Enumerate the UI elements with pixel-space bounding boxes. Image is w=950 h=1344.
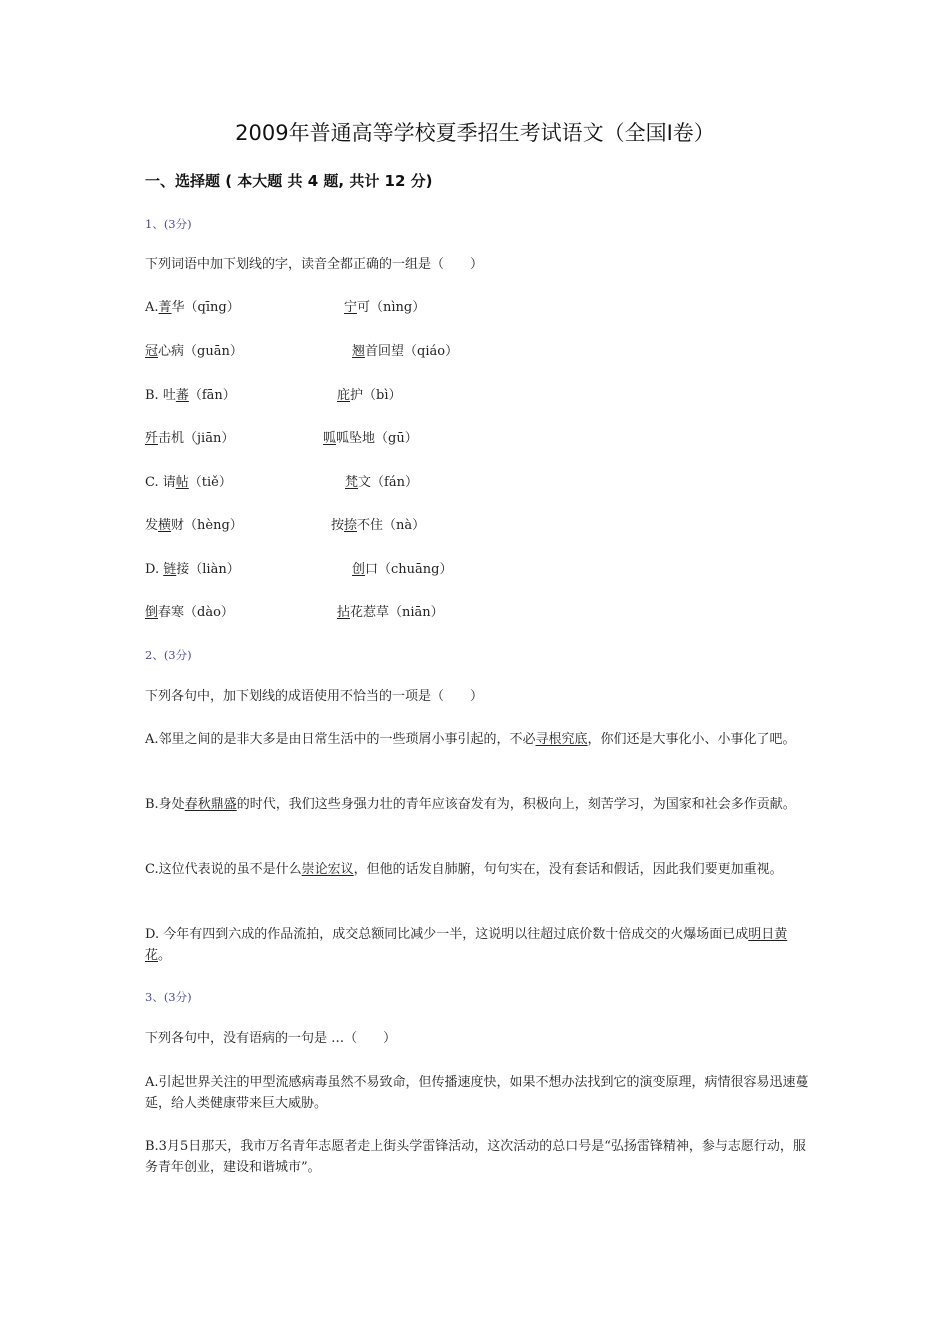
section-heading: 一、选择题 ( 本大题 共 4 题, 共计 12 分) [145, 172, 433, 190]
question-stem: 下列各句中，没有语病的一句是 …（ ） [145, 1031, 397, 1046]
q2-option-b: B.身处春秋鼎盛的时代，我们这些身强力壮的青年应该奋发有为，积极向上，刻苦学习，为国家和社会多作贡献。 [145, 797, 796, 812]
q1-row-4-a: 歼击机（jiān） [145, 431, 235, 446]
q1-row-5-a: C. 请帖（tiě） [145, 475, 232, 490]
q1-row-1-a: A.菁华（qīng） [145, 300, 240, 315]
q2-option-d: D. 今年有四到六成的作品流拍，成交总额同比减少一半，这说明以往超过底价数十倍成交的火爆场面已成明日黄花。 [145, 927, 788, 963]
q2-option-a: A.邻里之间的是非大多是由日常生活中的一些琐屑小事引起的，不必寻根究底，你们还是大事化小、小事化了吧。 [145, 732, 796, 747]
q1-row-7-b: 创口（chuāng） [352, 562, 453, 577]
q1-row-1-b: 宁可（nìng） [344, 300, 426, 315]
q1-row-8-b: 拈花惹草（niān） [337, 605, 444, 620]
question-stem: 下列各句中，加下划线的成语使用不恰当的一项是（ ） [145, 689, 484, 704]
q1-row-6-a: 发横财（hèng） [145, 518, 243, 533]
q1-row-8-a: 倒春寒（dào） [145, 605, 234, 620]
q1-row-4-b: 呱呱坠地（gū） [323, 431, 418, 446]
question-number: 1、(3分) [145, 217, 192, 231]
question-stem: 下列词语中加下划线的字，读音全都正确的一组是（ ） [145, 257, 484, 272]
q3-option-a: A.引起世界关注的甲型流感病毒虽然不易致命，但传播速度快，如果不想办法找到它的演变原理，病情很容易迅速蔓延，给人类健康带来巨大威胁。 [145, 1075, 809, 1111]
q2-option-c: C.这位代表说的虽不是什么崇论宏议，但他的话发自肺腑，句句实在，没有套话和假话，因此我们要更加重视。 [145, 862, 783, 877]
q1-row-5-b: 梵文（fán） [345, 475, 418, 490]
q1-row-3-a: B. 吐蕃（fān） [145, 388, 236, 403]
q1-row-6-b: 按捺不住（nà） [331, 518, 426, 533]
q1-row-2-b: 翘首回望（qiáo） [352, 344, 459, 359]
q1-row-7-a: D. 链接（liàn） [145, 562, 240, 577]
q1-row-3-b: 庇护（bì） [337, 388, 402, 403]
question-number: 2、(3分) [145, 648, 192, 662]
q3-option-b: B.3月5日那天，我市万名青年志愿者走上街头学雷锋活动，这次活动的总口号是“弘扬雷锋精神，参与志愿行动，服务青年创业，建设和谐城市”。 [145, 1139, 806, 1175]
page-title: 2009年普通高等学校夏季招生考试语文（全国Ⅰ卷） [235, 121, 715, 145]
question-number: 3、(3分) [145, 990, 192, 1004]
q1-row-2-a: 冠心病（guān） [145, 344, 243, 359]
